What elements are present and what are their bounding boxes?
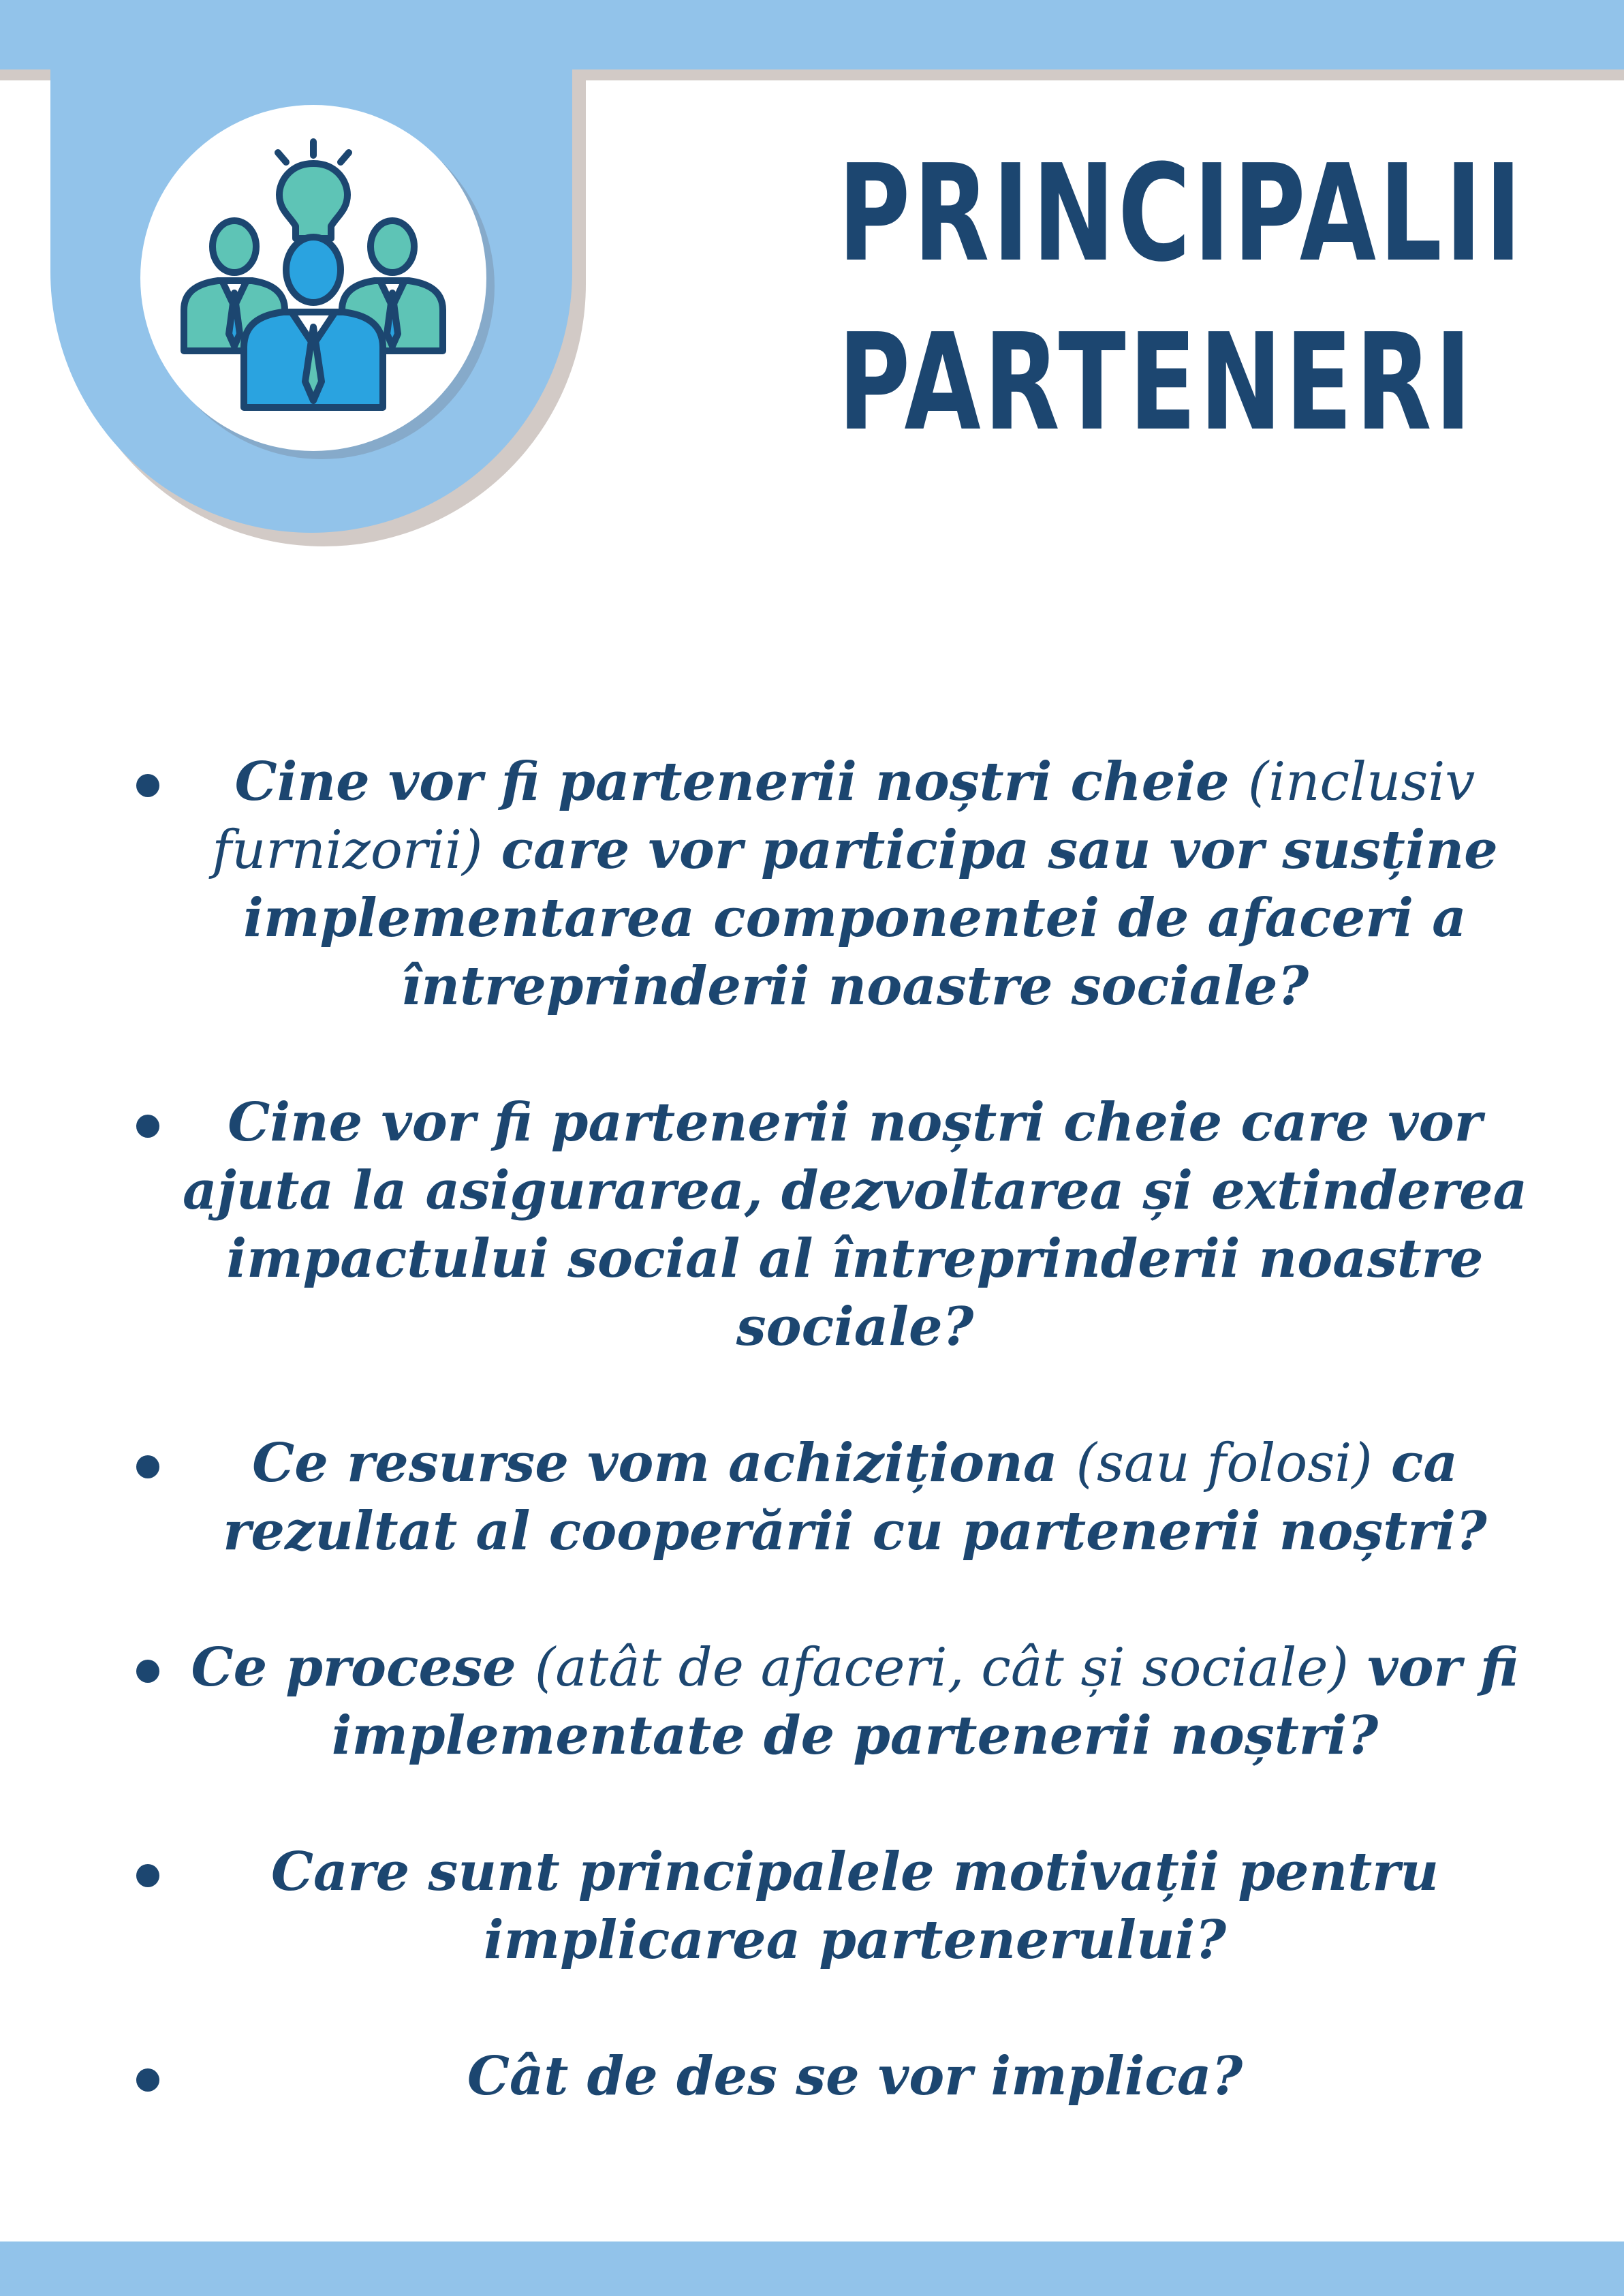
question-item-5 — [109, 1838, 1533, 1974]
bullet-icon — [136, 1660, 159, 1683]
question-item-4 — [109, 1634, 1533, 1770]
question-item-2 — [109, 1089, 1533, 1361]
question-1-part-3: care vor participa sau vor susține implementarea componentei de afaceri a întreprinderii noastre sociale? — [243, 819, 1498, 1017]
question-5-part-1: Care sunt principalele motivații pentru implicarea partenerului? — [270, 1841, 1439, 1971]
question-3-part-3: ca rezultat al cooperării cu partenerii noștri? — [223, 1432, 1487, 1562]
question-item-3 — [109, 1429, 1533, 1566]
question-1-part-2: (inclusiv furnizorii) — [212, 751, 1475, 881]
question-item-6 — [109, 2043, 1533, 2111]
bullet-icon — [136, 1864, 159, 1887]
team-with-lightbulb-icon — [170, 129, 456, 429]
question-3-part-1: Ce resurse vom achiziționa — [252, 1432, 1076, 1494]
bullet-icon — [136, 774, 159, 797]
question-4-part-2: (atât de afaceri, cât și sociale) — [534, 1637, 1349, 1698]
bottom-band — [0, 2241, 1624, 2296]
question-4-part-3: vor fi implementate de partenerii noștri? — [331, 1636, 1519, 1767]
bullet-icon — [136, 1115, 159, 1138]
questions-list — [109, 748, 1533, 2111]
question-3-part-2: (sau folosi) — [1076, 1433, 1373, 1494]
bullet-icon — [136, 2068, 159, 2092]
question-4-part-1: Ce procese — [191, 1636, 535, 1698]
question-item-1 — [109, 748, 1533, 1021]
page-title — [838, 129, 1525, 467]
title-line-2: PARTENERI — [838, 305, 1475, 461]
bullet-icon — [136, 1455, 159, 1478]
question-6-part-1: Cât de des se vor implica? — [467, 2045, 1243, 2107]
question-2-part-1: Cine vor fi partenerii noștri cheie care vor ajuta la asigurarea, dezvoltarea și extinderea impactului social al întreprinderii noastre sociale? — [182, 1091, 1528, 1358]
title-line-1: PRINCIPALII — [838, 136, 1525, 292]
top-band — [0, 0, 1624, 69]
question-1-part-1: Cine vor fi partenerii noștri cheie — [234, 751, 1248, 813]
